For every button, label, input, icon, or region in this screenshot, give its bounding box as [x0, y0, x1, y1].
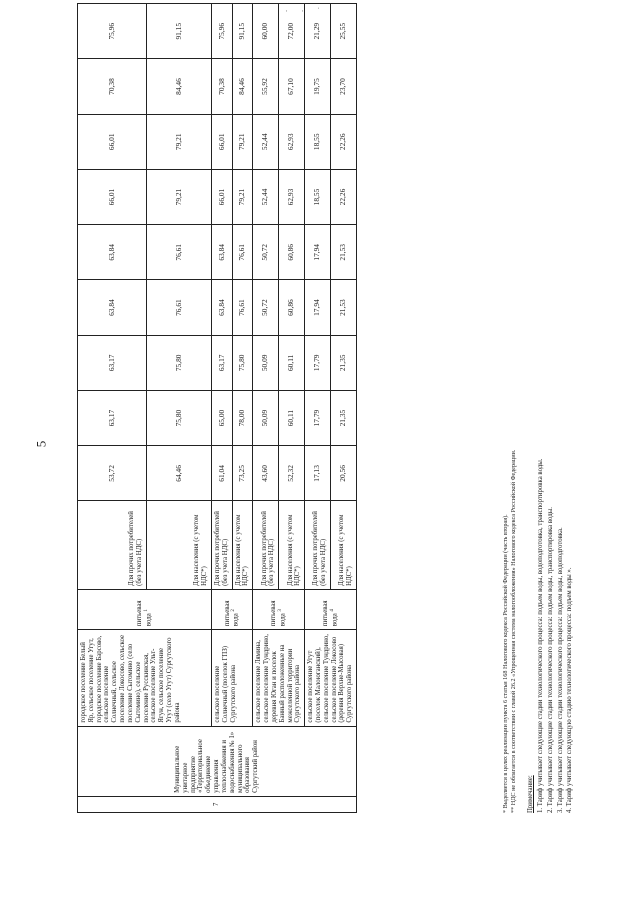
value-cell: 62,93	[279, 169, 305, 224]
footnotes	[502, 13, 518, 813]
value-cell: 23,70	[331, 59, 357, 114]
municipality-cell: Муниципальное унитарное предприятие «Территориальное объединение управления теплоснабжения и водоснабжения № 1» муниципального образования Сургутский район	[78, 726, 357, 796]
row-number: 7	[78, 796, 357, 812]
value-cell: 84,46	[232, 59, 253, 114]
value-cell: 62,93	[279, 114, 305, 169]
value-cell: 79,21	[232, 169, 253, 224]
note-item: 3. Тариф учитывает следующие стадии технологического процесса: подъем воды, водоподготовка.	[556, 527, 564, 813]
value-cell: 75,80	[147, 335, 212, 390]
value-cell: 63,17	[78, 390, 147, 445]
value-cell: 76,61	[147, 280, 212, 335]
value-cell: 21,29	[305, 4, 331, 59]
value-cell: 21,35	[331, 335, 357, 390]
value-cell: 20,56	[331, 446, 357, 501]
table-row	[78, 4, 147, 813]
footnote: * Выделяется в целях реализации пункта 6 статьи 168 Налогового кодекса Российской Федерации (часть вторая).	[502, 514, 509, 813]
category-cell: Для прочих потребителей (без учета НДС)	[253, 501, 279, 589]
table-row	[212, 4, 233, 813]
value-cell: 18,55	[305, 169, 331, 224]
value-cell: 91,15	[232, 4, 253, 59]
footnote: ** НДС не облагается в соответствии с главой 26.2 «Упрощенная система налогообложения» Налогового кодекса Российской Федерации.	[510, 449, 518, 813]
territory-cell: городское поселение Белый Яр, сельское поселение Угут, городское поселение Барсово, сельское поселение Солнечный, сельское поселение Локосово, сельское поселение Сытомино (село Сытомино), сельское поселение Русскинская, сельское поселение Ульт-Ягун, сельское поселение Угут (село Угут) Сургутского района	[78, 630, 212, 726]
value-cell: 76,61	[147, 225, 212, 280]
territory-cell: сельское поселение Угут (поселок Малоюганский), сельское поселение Тундрино, сельское поселение Локосово (деревня Верхне-Мысовая) Сургутского района	[305, 630, 357, 726]
note-item: 4. Тариф учитывает следующую стадию технологического процесса: подъем воды ».	[566, 567, 574, 813]
value-cell: 17,13	[305, 446, 331, 501]
value-cell: 75,96	[212, 4, 233, 59]
value-cell: 70,38	[78, 59, 147, 114]
value-cell: 63,84	[78, 280, 147, 335]
value-cell: 66,01	[212, 114, 233, 169]
value-cell: 64,46	[147, 446, 212, 501]
value-cell: 55,92	[253, 59, 279, 114]
notes	[526, 13, 575, 813]
note-item: 2. Тариф учитывает следующие стадии технологического процесса: подъем воды, транспортировка воды.	[546, 507, 554, 813]
value-cell: 91,15	[147, 4, 212, 59]
value-cell: 17,79	[305, 335, 331, 390]
value-cell: 63,17	[78, 335, 147, 390]
category-cell: Для населения (с учетом НДС*)	[331, 501, 357, 589]
value-cell: 65,00	[212, 390, 233, 445]
value-cell: 75,80	[232, 335, 253, 390]
value-cell: 21,53	[331, 225, 357, 280]
resource-cell: питьевая вода $^4$	[305, 589, 357, 629]
tariff-table	[77, 3, 357, 813]
value-cell: 60,11	[279, 335, 305, 390]
resource-cell: питьевая вода $^1$	[78, 589, 212, 629]
value-cell: 61,04	[212, 446, 233, 501]
value-cell: 67,10	[279, 59, 305, 114]
value-cell: 66,01	[212, 169, 233, 224]
value-cell: 66,01	[78, 169, 147, 224]
value-cell: 21,53	[331, 280, 357, 335]
value-cell: 78,00	[232, 390, 253, 445]
value-cell: 79,21	[147, 114, 212, 169]
value-cell: 18,55	[305, 114, 331, 169]
value-cell: 66,01	[78, 114, 147, 169]
value-cell: 19,75	[305, 59, 331, 114]
resource-cell: питьевая вода $^2$	[212, 589, 253, 629]
value-cell: 70,38	[212, 59, 233, 114]
category-cell: Для населения (с учетом НДС*)	[279, 501, 305, 589]
value-cell: 60,86	[279, 225, 305, 280]
value-cell: 21,35	[331, 390, 357, 445]
value-cell: 73,25	[232, 446, 253, 501]
value-cell: 63,84	[212, 280, 233, 335]
value-cell: 63,84	[212, 225, 233, 280]
value-cell: 75,96	[78, 4, 147, 59]
value-cell: 72,00	[279, 4, 305, 59]
value-cell: 84,46	[147, 59, 212, 114]
value-cell: 50,72	[253, 225, 279, 280]
category-cell: Для населения (с учетом НДС*)	[147, 501, 212, 589]
value-cell: 50,09	[253, 335, 279, 390]
value-cell: 43,60	[253, 446, 279, 501]
value-cell: 22,26	[331, 169, 357, 224]
value-cell: 60,86	[279, 280, 305, 335]
page-number: 5	[33, 440, 49, 448]
value-cell: 17,79	[305, 390, 331, 445]
value-cell: 63,84	[78, 225, 147, 280]
table-row	[305, 4, 331, 813]
value-cell: 60,11	[279, 390, 305, 445]
category-cell: Для прочих потребителей (без учета НДС)	[78, 501, 147, 589]
value-cell: 53,72	[78, 446, 147, 501]
value-cell: 50,72	[253, 280, 279, 335]
value-cell: 79,21	[147, 169, 212, 224]
category-cell: Для прочих потребителей (без учета НДС)	[305, 501, 331, 589]
value-cell: 76,61	[232, 280, 253, 335]
category-cell: Для населения (с учетом НДС*)	[232, 501, 253, 589]
value-cell: 76,61	[232, 225, 253, 280]
value-cell: 17,94	[305, 225, 331, 280]
value-cell: 52,44	[253, 114, 279, 169]
scan-marks: · · ˈ	[285, 6, 323, 16]
value-cell: 63,17	[212, 335, 233, 390]
resource-cell: питьевая вода $^3$	[253, 589, 305, 629]
value-cell: 52,32	[279, 446, 305, 501]
note-item: 1. Тариф учитывает следующие стадии технологического процесса: подъем воды, водоподготовка, транспортировка воды.	[536, 458, 544, 813]
value-cell: 50,09	[253, 390, 279, 445]
territory-cell: сельское поселение Лямина, сельское поселение Тундрино, деревня Юган и поселок Банный расположенные на межселенной территории Сургутского района	[253, 630, 305, 726]
value-cell: 22,26	[331, 114, 357, 169]
territory-cell: сельское поселение Солнечный (поселок ГПЗ) Сургутского района	[212, 630, 253, 726]
value-cell: 79,21	[232, 114, 253, 169]
value-cell: 52,44	[253, 169, 279, 224]
value-cell: 25,55	[331, 4, 357, 59]
notes-heading: Примечание:	[527, 775, 534, 813]
value-cell: 17,94	[305, 280, 331, 335]
value-cell: 60,00	[253, 4, 279, 59]
category-cell: Для прочих потребителей (без учета НДС)	[212, 501, 233, 589]
value-cell: 75,80	[147, 390, 212, 445]
table-row	[253, 4, 279, 813]
